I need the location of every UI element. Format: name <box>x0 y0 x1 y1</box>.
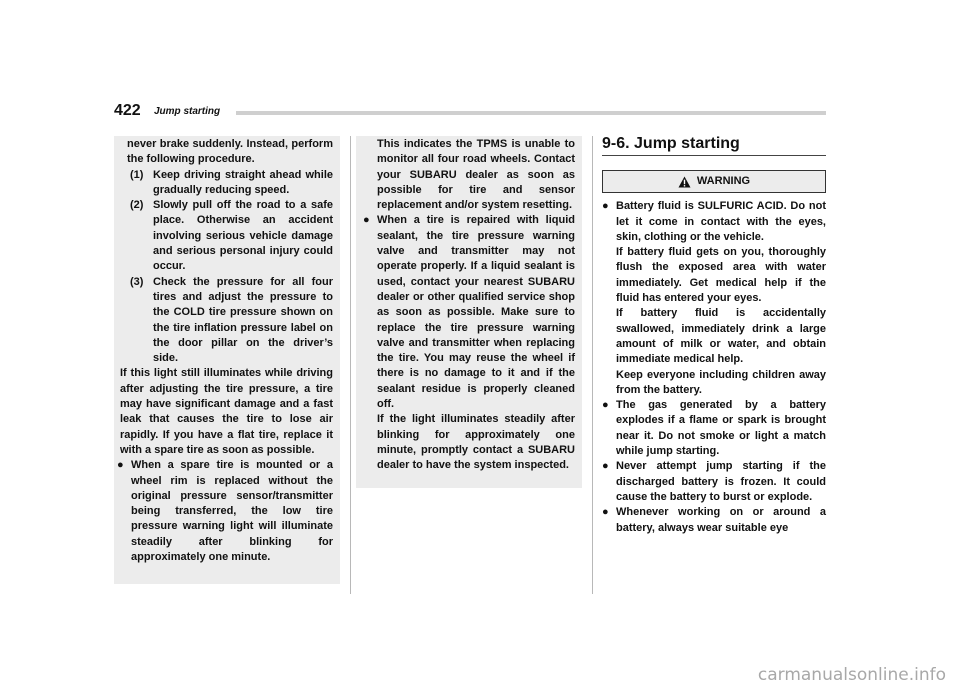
column-divider-left <box>350 136 351 594</box>
col1-intro: never brake suddenly. Instead, perform the following procedure. <box>127 138 333 166</box>
warning-sub-text: If battery fluid is accidentally swallowed, immediately drink a large amount of milk or water, and obtain immediate medical help. <box>616 307 826 366</box>
bullet-text: When a tire is repaired with liquid sealant, the tire pressure warning valve and transmitter may not operate properly. If a liquid sealant is used, contact your nearest SUBARU dealer or other qualified service shop as soon as possible. Make sure to replace the tire pressure warning valve and transmitter when replacing the tire. You may reuse the wheel if there is no damage to it and if the sealant residue is properly cleaned off. <box>377 214 575 411</box>
step-number: (3) <box>130 275 144 288</box>
col1-bullet <box>117 458 333 565</box>
warning-item <box>602 398 826 459</box>
step-number: (1) <box>130 168 144 181</box>
bullet-marker: ● <box>363 214 370 227</box>
warning-list <box>602 199 826 536</box>
step-text: Check the pressure for all four tires and adjust the pressure to the COLD tire pressure shown on the tire inflation pressure label on the door pillar on the driver’s side. <box>153 275 333 365</box>
warning-item <box>602 199 826 398</box>
procedure-step-2 <box>130 198 333 274</box>
procedure-step-1 <box>130 168 333 199</box>
procedure-step-3 <box>130 275 333 367</box>
procedure-steps <box>117 168 333 367</box>
step-number: (2) <box>130 199 144 212</box>
page-header <box>114 102 826 126</box>
warning-item-text: The gas generated by a battery explodes if a flame or spark is brought near it. Do not smoke or light a match while jump starting. <box>616 399 826 458</box>
col2-paragraph: If the light illuminates steadily after blinking for approximately one minute, promptly contact a SUBARU dealer to have the system inspected. <box>377 413 575 472</box>
warning-sub-text: If battery fluid gets on you, thoroughly flush the exposed area with water immediately. Get medical help if the fluid has entered your eyes. <box>616 246 826 305</box>
bullet-marker: ● <box>602 200 609 213</box>
column-divider-right <box>592 136 593 594</box>
column-3 <box>602 136 826 536</box>
warning-item <box>602 459 826 505</box>
header-rule <box>236 111 826 115</box>
bullet-text: When a spare tire is mounted or a wheel rim is replaced without the original pressure sensor/transmitter being transferred, the low tire pressure warning light will illuminate steadily after blinking for approximately one minute. <box>131 459 333 564</box>
bullet-marker: ● <box>602 399 609 412</box>
warning-item-text: Battery fluid is SULFURIC ACID. Do not let it come in contact with the eyes, skin, clothing or the vehicle. <box>616 200 826 243</box>
warning-item-text: Never attempt jump starting if the discharged battery is frozen. It could cause the battery to burst or explode. <box>616 460 826 503</box>
warning-sub-text: Keep everyone including children away from the battery. <box>616 368 826 396</box>
bullet-marker: ● <box>602 460 609 473</box>
watermark: carmanualsonline.info <box>757 665 946 685</box>
section-name: Jump starting <box>154 106 221 117</box>
col2-continuation: This indicates the TPMS is unable to monitor all four road wheels. Contact your SUBARU dealer as soon as possible for tire and sensor replacement and/or system resetting. <box>377 138 575 212</box>
step-text: Keep driving straight ahead while gradually reducing speed. <box>153 168 333 196</box>
warning-item-text: Whenever working on or around a battery, always wear suitable eye <box>616 506 826 534</box>
page-number: 422 <box>114 102 141 119</box>
step-text: Slowly pull off the road to a safe place. Otherwise an accident involving serious vehicle damage and serious personal injury could occur. <box>153 199 333 273</box>
section-title: 9-6. Jump starting <box>602 136 826 156</box>
col2-bullet <box>363 213 575 412</box>
warning-triangle-icon <box>678 176 691 188</box>
bullet-marker: ● <box>602 506 609 519</box>
column-2-panel <box>356 136 582 488</box>
bullet-marker: ● <box>117 459 124 472</box>
col1-paragraph: If this light still illuminates while driving after adjusting the tire pressure, a tire may have significant damage and a fast leak that causes the tire to lose air rapidly. If you have a flat tire, replace it with a spare tire as soon as possible. <box>120 367 333 456</box>
column-1-panel <box>114 136 340 584</box>
warning-item <box>602 505 826 536</box>
warning-header <box>602 170 826 193</box>
warning-label: WARNING <box>696 175 751 188</box>
